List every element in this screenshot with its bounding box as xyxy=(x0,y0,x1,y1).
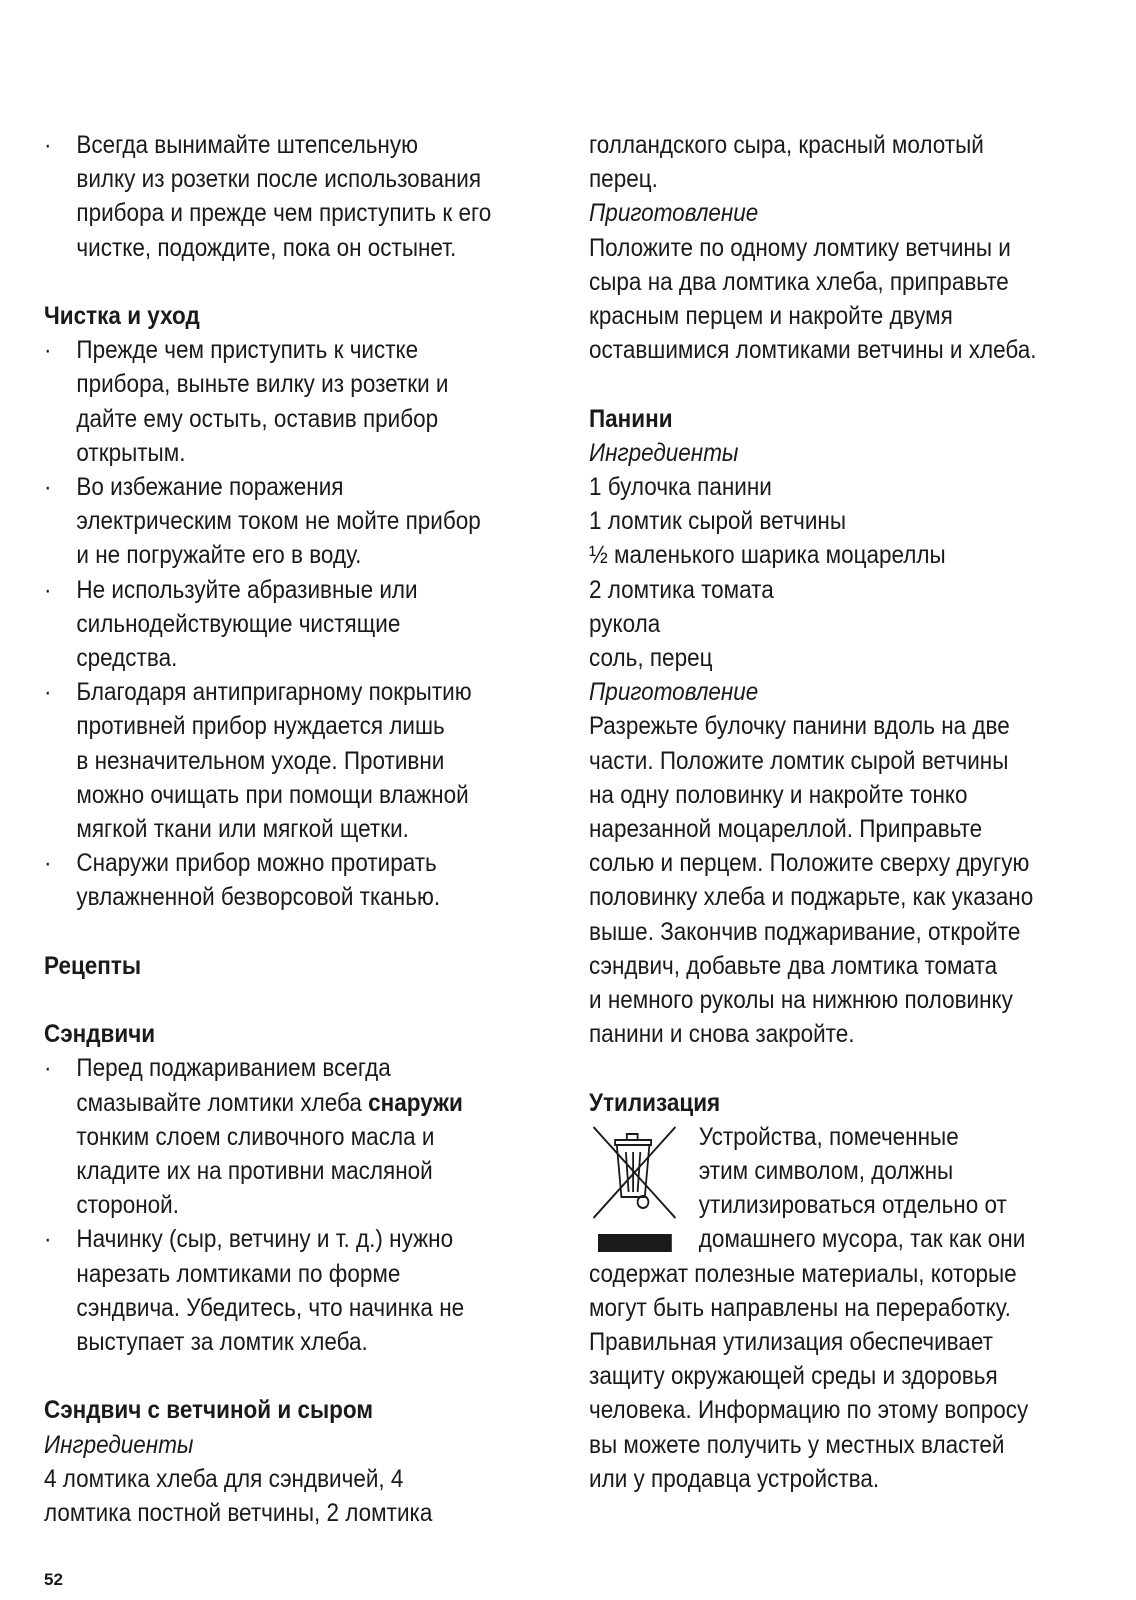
preparation-label: Приготовление xyxy=(589,199,759,228)
ingredients-line: голландского сыра, красный молотый xyxy=(589,131,984,159)
left-column xyxy=(44,128,535,1530)
right-column: голландского сыра, красный молотый перец. Приготовление Положите по одному ломтику ветчины и сыра на два ломтика хлеба, приправьте красным перцем и накройте двумя оставшимися ломтиками ветчины и хлеба. Панини Ингредиенты 1 булочка панини 1 ломтик сырой ветчины ½ маленького шарика моцареллы 2 ломтика томата рукола соль, перец Приготовление Разрежьте булочку панини вдоль на две части. Положите ломтик сырой ветчины на одну половинку и накройте тонко нарезанной моцареллой. Приправьте солью и перцем. Положите сверху другую половинку хлеба и поджарьте, как указано выше. Закончив поджаривание, откройте сэндвич, добавьте два ломтика томата и немного руколы на нижнюю половинку панини и снова закройте. Утилизация Устройства, помеченные этим символом, должны утилизироваться отдельно от домашнего мусора, так как они содержат полезные материалы, которые могут быть направлены на переработку. Правильная утилизация обеспечивает защиту окружающей среды и здоровья человека. Информацию по этому вопросу вы можете получить у местных властей или у продавца устройства. xyxy=(589,128,1080,1496)
bullet-marker: · xyxy=(44,1225,52,1254)
preparation-label: Приготовление xyxy=(589,678,759,707)
bullet-marker: · xyxy=(44,849,52,878)
cleaning-bullet: · Не используйте абразивные или сильнодействующие чистящие средства. xyxy=(44,573,535,676)
sandwiches-heading: Сэндвичи xyxy=(44,1020,156,1049)
cleaning-heading: Чистка и уход xyxy=(44,302,200,330)
bullet-marker: · xyxy=(44,473,52,502)
unplug-bullet: · Всегда вынимайте штепсельную вилку из розетки после использования прибора и прежде чем приступить к его чистке, подождите, пока он остынет. xyxy=(44,128,535,265)
bullet-marker: · xyxy=(44,678,52,707)
cleaning-bullet: · Снаружи прибор можно протирать увлажненной безворсовой тканью. xyxy=(44,846,535,914)
ingredients-label: Ингредиенты xyxy=(44,1430,194,1459)
ingredients-line: ломтика постной ветчины, 2 ломтика xyxy=(44,1499,433,1528)
ingredient-item: ½ маленького шарика моцареллы xyxy=(589,541,946,570)
cleaning-bullet: · Благодаря антипригарному покрытию противней прибор нуждается лишь в незначительном уходе. Противни можно очищать при помощи влажной мягкой ткани или мягкой щетки. xyxy=(44,675,535,846)
bullet-marker: · xyxy=(44,131,52,159)
ingredient-item: 1 ломтик сырой ветчины xyxy=(589,507,847,536)
ingredient-item: соль, перец xyxy=(589,644,713,673)
ingredient-item: рукола xyxy=(589,609,661,638)
page-number: 52 xyxy=(44,1570,63,1589)
sandwich-bullet: · Перед поджариванием всегда смазывайте ломтики хлеба снаружи тонким слоем сливочного масла и кладите их на противни масляной стороной. xyxy=(44,1051,535,1222)
bullet-marker: · xyxy=(44,336,52,365)
panini-heading: Панини xyxy=(589,404,673,433)
cleaning-bullet: · Во избежание поражения электрическим током не мойте прибор и не погружайте его в воду. xyxy=(44,470,535,573)
bullet-marker: · xyxy=(44,1054,52,1083)
ingredient-item: 2 ломтика томата xyxy=(589,575,774,604)
disposal-notice: Устройства, помеченные этим символом, должны утилизироваться отдельно от домашнего мусора, так как они xyxy=(589,1120,1080,1257)
ingredients-line: 4 ломтика хлеба для сэндвичей, 4 xyxy=(44,1464,404,1493)
ingredients-label: Ингредиенты xyxy=(589,438,739,467)
crossed-out-bin-icon xyxy=(589,1122,688,1254)
disposal-heading: Утилизация xyxy=(589,1088,721,1117)
cleaning-bullet: · Прежде чем приступить к чистке прибора, выньте вилку из розетки и дайте ему остыть, оставив прибор открытым. xyxy=(44,333,535,470)
ingredients-line: перец. xyxy=(589,165,658,194)
sandwich-bullet: · Начинку (сыр, ветчину и т. д.) нужно нарезать ломтиками по форме сэндвича. Убедитесь, что начинка не выступает за ломтик хлеба. xyxy=(44,1222,535,1359)
ingredient-item: 1 булочка панини xyxy=(589,473,772,502)
recipes-heading: Рецепты xyxy=(44,951,142,980)
ham-cheese-heading: Сэндвич с ветчиной и сыром xyxy=(44,1396,374,1425)
bullet-marker: · xyxy=(44,575,52,604)
emphasis-outside: снаружи xyxy=(368,1088,463,1117)
